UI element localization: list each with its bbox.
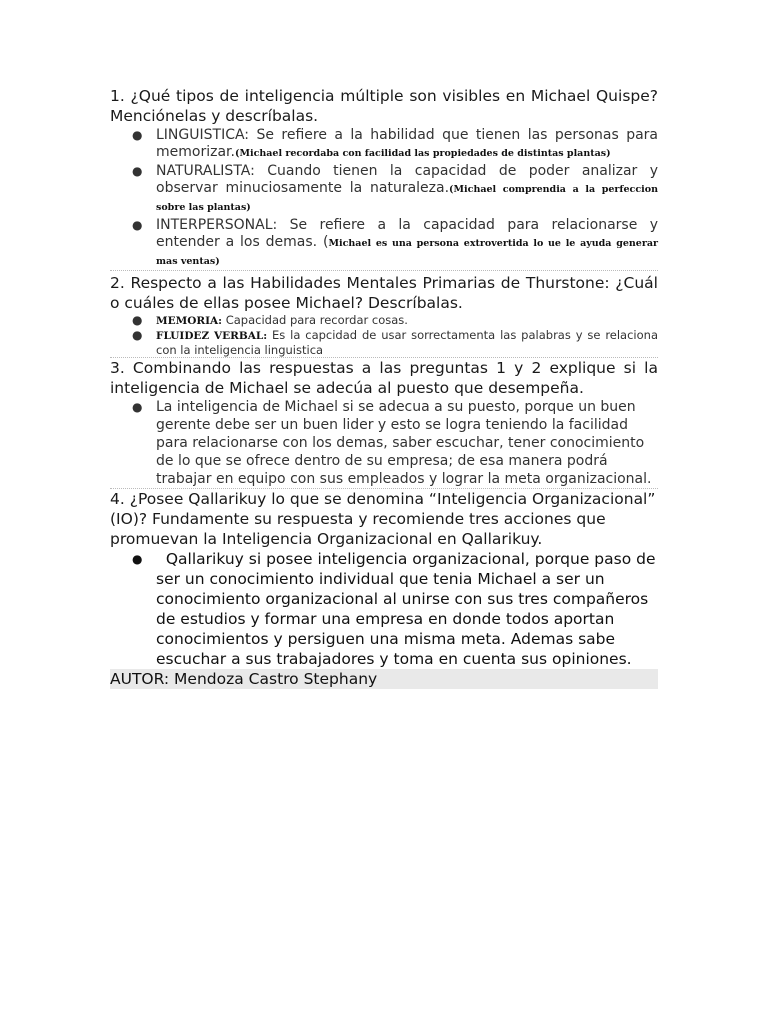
item-note: (Michael recordaba con facilidad las propiedades de distintas plantas) xyxy=(234,148,611,159)
item-text: LINGUISTICA: Se refiere a la habilidad que tienen las personas para memorizar. xyxy=(156,127,658,160)
bullet-icon: ● xyxy=(132,128,143,142)
question-1-title: 1. ¿Qué tipos de inteligencia múltiple son visibles en Michael Quispe? Menciónelas y descríbalas. xyxy=(110,87,658,125)
answer-text: La inteligencia de Michael si se adecua a su puesto, porque un buen gerente debe ser un buen lider y esto se logra teniendo la facilidad para relacionarse con los demas, saber escuchar, tener conocimiento de lo que se ofrece dentro de su empresa; de esa manera podrá trabajar en equipo con sus empleados y lograr la meta organizacional. xyxy=(156,399,652,487)
bullet-icon: ● xyxy=(132,164,143,178)
list-item xyxy=(110,313,658,328)
bullet-icon: ● xyxy=(132,218,143,232)
bullet-icon: ● xyxy=(132,313,143,327)
item-note: (Michael comprendia a la perfeccion sobre las plantas) xyxy=(156,184,658,213)
list-item xyxy=(110,549,661,669)
question-3-title: 3. Combinando las respuestas a las preguntas 1 y 2 explique si la inteligencia de Michael se adecúa al puesto que desempeña. xyxy=(110,359,658,397)
item-term: MEMORIA: xyxy=(156,315,223,327)
list-item xyxy=(110,328,658,357)
bullet-icon: ● xyxy=(132,328,143,342)
list-item xyxy=(110,398,658,488)
item-text: Es la capcidad de usar sorrectamenta las palabras y se relaciona con la inteligencia linguistica xyxy=(156,328,658,357)
list-item xyxy=(110,217,658,270)
item-text: INTERPERSONAL: Se refiere a la capacidad para relacionarse y entender a los demas. ( xyxy=(156,217,658,250)
question-1-list xyxy=(110,127,658,271)
item-note: Michael es una persona extrovertida lo ue le ayuda generar mas ventas) xyxy=(156,238,658,267)
author-line: AUTOR: Mendoza Castro Stephany xyxy=(110,669,658,689)
bullet-icon: ● xyxy=(132,552,143,566)
bullet-icon: ● xyxy=(132,400,143,414)
question-4-title: 4. ¿Posee Qallarikuy lo que se denomina “Inteligencia Organizacional” (IO)? Fundamente su respuesta y recomiende tres acciones que promuevan la Inteligencia Organizacional en Qallarikuy. xyxy=(110,490,656,548)
item-text: Capacidad para recordar cosas. xyxy=(222,313,408,327)
question-3-list xyxy=(110,398,658,489)
question-2-title: 2. Respecto a las Habilidades Mentales Primarias de Thurstone: ¿Cuál o cuáles de ellas posee Michael? Descríbalas. xyxy=(110,274,658,312)
list-item xyxy=(110,163,658,216)
question-4-list xyxy=(110,549,661,669)
answer-text: Qallarikuy si posee inteligencia organizacional, porque paso de ser un conocimiento individual que tenia Michael a ser un conocimiento organizacional al unirse con sus tres compañeros de estudios y formar una empresa en donde todos aportan conocimientos y persiguen una misma meta. Ademas sabe escuchar a sus trabajadores y toma en cuenta sus opiniones. xyxy=(156,550,661,668)
item-text: NATURALISTA: Cuando tienen la capacidad de poder analizar y observar minuciosamente la naturaleza. xyxy=(156,163,658,196)
item-term: FLUIDEZ VERBAL: xyxy=(156,330,268,342)
list-item xyxy=(110,127,658,162)
question-2-list xyxy=(110,313,658,358)
document-page xyxy=(110,86,661,689)
